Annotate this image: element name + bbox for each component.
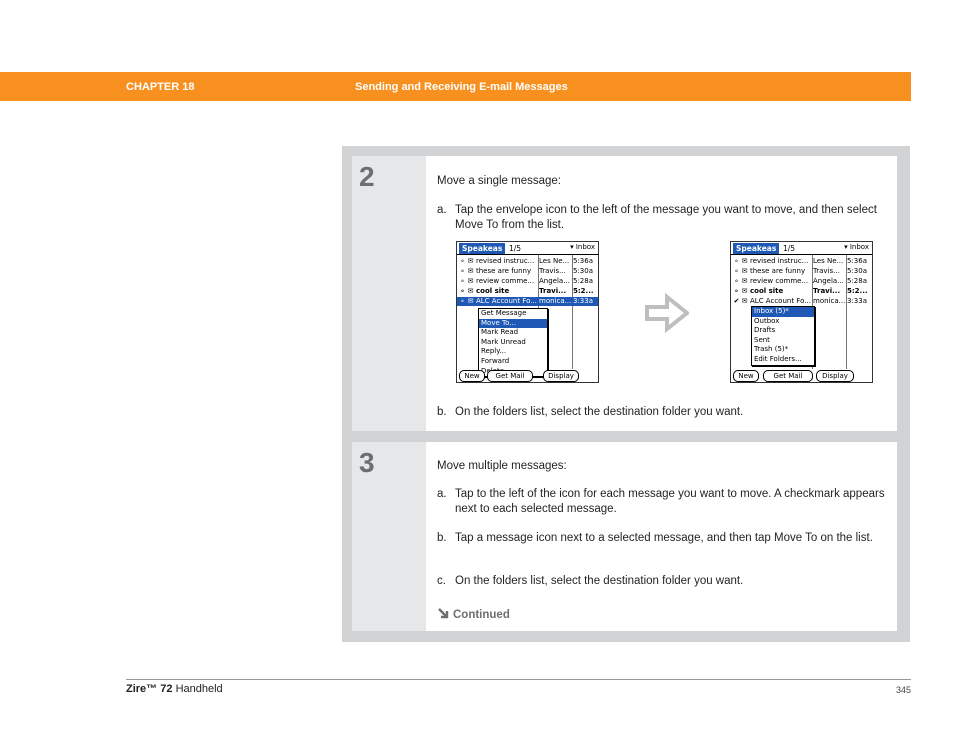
step-item: c. On the folders list, select the destination folder you want. [437, 575, 744, 587]
step-number: 3 [359, 447, 375, 478]
continued-link[interactable] [437, 607, 510, 621]
envelope-icon: ✉ [467, 257, 474, 265]
message-action-menu: Get Message Move To... Mark Read Mark Unread Reply... Forward [478, 308, 548, 377]
arrow-down-right-icon [437, 607, 450, 620]
step-intro: Move a single message: [437, 175, 562, 187]
folder-picker: ▾ Inbox [570, 243, 595, 251]
envelope-icon: ✉ [467, 267, 474, 275]
message-row-checked: ✔ ✉ ALC Account Fo... monica... 3:33a [733, 297, 868, 305]
message-row: ∘ ✉ these are funny Travis... 5:30a [460, 267, 594, 275]
step-item: a. Tap to the left of the icon for each message you want to move. A checkmark appears next to each selected message. [437, 488, 885, 515]
step-item: a. Tap the envelope icon to the left of the message you want to move, and then select Move To from the list. [437, 204, 877, 231]
chapter-header [0, 72, 911, 101]
message-row: ∘ ✉ cool site Travi... 5:2... [734, 287, 868, 295]
step-number: 2 [359, 161, 375, 192]
new-button: New [459, 370, 485, 382]
envelope-icon: ✉ [741, 277, 748, 285]
app-title: Speakeas [733, 243, 779, 254]
message-row: ∘ ✉ review comme... Angela... 5:28a [460, 277, 594, 285]
new-button: New [733, 370, 759, 382]
display-button: Display [816, 370, 854, 382]
step-intro: Move multiple messages: [437, 460, 567, 472]
step-item: b. Tap a message icon next to a selected message, and then tap Move To on the list. [437, 532, 873, 544]
message-row: ∘ ✉ review comme... Angela... 5:28a [734, 277, 868, 285]
envelope-icon: ✉ [741, 257, 748, 265]
step-number-cell [352, 156, 426, 431]
envelope-icon: ✉ [467, 297, 474, 305]
get-mail-button: Get Mail [763, 370, 813, 382]
message-row: ∘ ✉ revised instruc... Les Ne... 5:36a [734, 257, 868, 265]
envelope-icon: ✉ [741, 267, 748, 275]
page-number: 345 [895, 685, 911, 695]
step-item: b. On the folders list, select the destination folder you want. [437, 406, 744, 418]
step-number-cell [352, 442, 426, 631]
continued-label: Continued [453, 609, 510, 621]
envelope-icon: ✉ [741, 297, 748, 305]
envelope-icon: ✉ [467, 287, 474, 295]
display-button: Display [543, 370, 579, 382]
handheld-screen-folder-list: Speakeas 1/5 ▾ Inbox ∘ ✉ revised instruc... Les Ne... 5:36a ∘ ✉ these are funny Travis... 5:30a ∘ ✉ review comme... Angela... 5:28a ∘ ✉ cool site Travi... 5:2... ✔ ✉ ALC Account Fo... monica... 3:33a Inbox (5)* Outbox Drafts Sent Trash (5)* Edit Folders... New Get Mail Display [730, 241, 873, 383]
step-content [426, 442, 897, 631]
chapter-label: CHAPTER 18 [126, 81, 195, 93]
message-row-selected: ∘ ✉ ALC Account Fo... monica... 3:33a [457, 297, 598, 306]
checkmark-icon: ✔ [733, 297, 740, 305]
folder-picker: ▾ Inbox [844, 243, 869, 251]
footer-rule [126, 679, 911, 680]
arrow-right-icon [645, 293, 689, 333]
message-row: ∘ ✉ these are funny Travis... 5:30a [734, 267, 868, 275]
message-row: ∘ ✉ cool site Travi... 5:2... [460, 287, 594, 295]
envelope-icon: ✉ [467, 277, 474, 285]
get-mail-button: Get Mail [487, 370, 533, 382]
footer-product: Zire™ 72 Handheld [126, 683, 223, 695]
handheld-screen-move-to: Speakeas 1/5 ▾ Inbox ∘ ✉ revised instruc... Les Ne... 5:36a ∘ ✉ these are funny Travis... 5:30a ∘ ✉ review comme... Angela... 5:28a ∘ ✉ cool site Travi... 5:2... ∘ ✉ ALC Account Fo... monica... 3:33a Get Message Move To... Mark Read Mark Unread Reply... Forward New Get Mail Display [456, 241, 599, 383]
envelope-icon: ✉ [741, 287, 748, 295]
app-title: Speakeas [459, 243, 505, 254]
chapter-title: Sending and Receiving E-mail Messages [355, 81, 568, 93]
folder-list-menu: Inbox (5)* Outbox Drafts Sent Trash (5)* Edit Folders... [751, 306, 815, 366]
message-row: ∘ ✉ revised instruc... Les Ne... 5:36a [460, 257, 594, 265]
